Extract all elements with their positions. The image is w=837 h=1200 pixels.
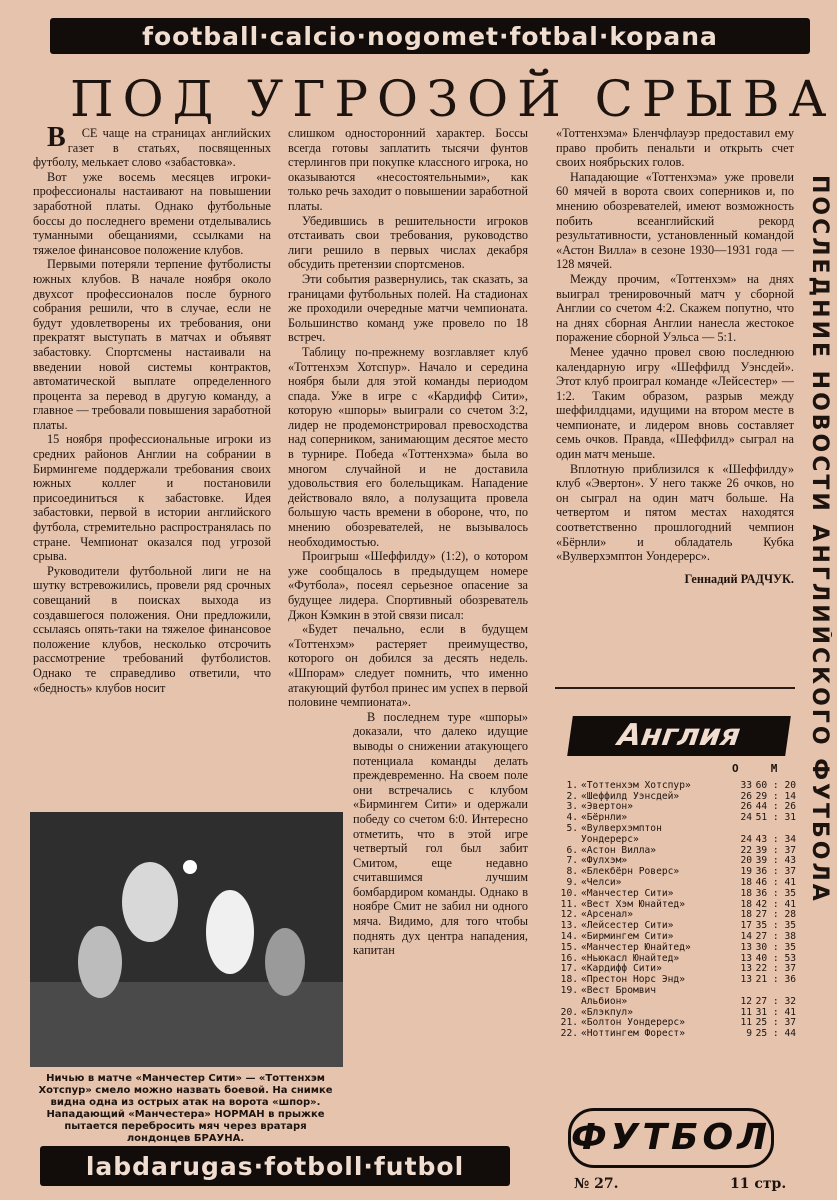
team-name: Альбион» bbox=[581, 995, 628, 1007]
points-header: О bbox=[732, 762, 739, 775]
team-goals: 30 : 35 bbox=[755, 941, 796, 953]
article-column-2 bbox=[288, 126, 528, 1138]
dropcap: В bbox=[47, 126, 66, 153]
team-points: 12 bbox=[740, 995, 752, 1007]
team-name: «Вест Хэм Юнайтед» bbox=[581, 898, 685, 910]
team-name: «Бёрнли» bbox=[581, 812, 628, 824]
team-position: 4. bbox=[566, 812, 578, 824]
team-points: 24 bbox=[740, 833, 752, 845]
team-position: 22. bbox=[560, 1028, 578, 1040]
goals-header: М bbox=[770, 762, 778, 775]
bottom-banner: labdarugas·fotboll·futbol bbox=[40, 1146, 510, 1186]
team-name: «Ньюкасл Юнайтед» bbox=[581, 952, 680, 964]
team-position: 8. bbox=[566, 866, 578, 878]
team-position: 17. bbox=[560, 963, 578, 975]
team-goals: 27 : 32 bbox=[755, 995, 796, 1007]
team-name: «Ноттингем Форест» bbox=[581, 1028, 685, 1040]
team-name: «Болтон Уондерерс» bbox=[581, 1017, 685, 1029]
team-name: «Бирмингем Сити» bbox=[581, 930, 674, 942]
team-name: «Престон Норс Энд» bbox=[581, 974, 685, 986]
paragraph: Вот уже восемь месяцев игроки-профессионалы настаивают на повышении заработной платы. Однако футбольные боссы до последнего времени отделывались туманными обещаниями, ссылками на тяжелое финансовое положение клубов. bbox=[33, 169, 271, 257]
team-position: 21. bbox=[560, 1017, 578, 1029]
standings-header-row bbox=[556, 764, 796, 781]
paragraph: Эти события развернулись, так сказать, за границами футбольных полей. На стадионах же проходили очередные матчи чемпионата. Большинство команд уже провело по 18 встреч. bbox=[288, 271, 528, 345]
paragraph: Таблицу по-прежнему возглавляет клуб «Тоттенхэм Хотспур». Начало и середина ноября были для этой команды периодом спада. Уже в игре с «Кардифф Сити», которую «шпоры» выиграли со счетом 3:2, лидер не продемонстрировал превосходства над соперником, занимающим десятое место в турнире. Победа «Тоттенхэма» была во многом случайной и не доставила удовольствия его болельщикам. Нападение действовало вяло, а полузащита провела большую часть времени в обороне, что, по мнению обозревателей, не вызывалось необходимостью. bbox=[288, 344, 528, 549]
team-name: «Вулверхэмптон bbox=[581, 822, 662, 834]
table-row bbox=[556, 997, 796, 1008]
paragraph: Руководители футбольной лиги не на шутку встревожились, провели ряд срочных совещаний в поисках выхода из создавшегося положения. Они предложили, ссылаясь опять-таки на тяжелое финансовое положение клубов, несколько отсрочить рассмотрение требований футболистов. Однако те справедливо ответили, что «бедность» клубов носит bbox=[33, 563, 271, 695]
team-position: 10. bbox=[560, 887, 578, 899]
divider bbox=[555, 687, 795, 689]
standings-body bbox=[556, 781, 796, 1040]
paragraph: Первыми потеряли терпение футболисты южных клубов. В начале ноября около двухсот профессионалов после бурного собрания решили, что в случае, если не будут удовлетворены их требования, они прекратят выступать в матчах и объявят забастовку. Спортсмены настаивали на введении новой системы контрактов, автоматической выплате определенного процента за перевод в другую команду, а главное — требовали повышения заработной платы. bbox=[33, 257, 271, 432]
paragraph: СЕ чаще на страницах английских газет в статьях, посвященных футболу, мелькает слово «забастовка». bbox=[33, 126, 271, 170]
team-goals: 29 : 14 bbox=[755, 790, 796, 802]
team-name: Уондерерс» bbox=[581, 833, 639, 845]
team-position: 2. bbox=[566, 790, 578, 802]
team-goals: 42 : 41 bbox=[755, 898, 796, 910]
team-name: «Блекбёрн Роверс» bbox=[581, 866, 680, 878]
team-position: 1. bbox=[566, 779, 578, 791]
magazine-logo: ФУТБОЛ bbox=[568, 1108, 774, 1168]
team-name: «Арсенал» bbox=[581, 909, 633, 921]
team-name: «Манчестер Сити» bbox=[581, 887, 674, 899]
vertical-section-title: ПОСЛЕДНИЕ НОВОСТИ АНГЛИЙСКОГО ФУТБОЛА bbox=[807, 175, 832, 904]
team-position: 13. bbox=[560, 920, 578, 932]
team-goals: 22 : 37 bbox=[755, 963, 796, 975]
team-points: 24 bbox=[740, 812, 752, 824]
author: Геннадий РАДЧУК. bbox=[684, 571, 794, 586]
paragraph: Между прочим, «Тоттенхэм» на днях выиграл тренировочный матч у сборной Англии со счетом 4:2. Скажем попутно, что на днях сборная Англии нанесла жестокое поражение сборной Уэльса — 5:1. bbox=[556, 271, 794, 345]
team-goals: 21 : 36 bbox=[755, 974, 796, 986]
team-name: «Челси» bbox=[581, 876, 622, 888]
team-name: «Шеффилд Уэнсдей» bbox=[581, 790, 680, 802]
team-points: 17 bbox=[740, 920, 752, 932]
table-row bbox=[556, 835, 796, 846]
team-position: 20. bbox=[560, 1006, 578, 1018]
team-goals: 60 : 20 bbox=[755, 779, 796, 791]
paragraph: Менее удачно провел свою последнюю календарную игру «Шеффилд Уэнсдей». Этот клуб проиграл команде «Лейсестер» — 1:2. Таким образом, разрыв между шеффилдцами, идущими на втором месте в чемпионате, и лидером вновь составляет семь очков. Правда, «Шеффилд» сыграл на один матч меньше. bbox=[556, 344, 794, 462]
team-position: 3. bbox=[566, 801, 578, 813]
paragraph: слишком односторонний характер. Боссы всегда готовы заплатить тысячи фунтов стерлингов при покупке классного игрока, но оказываются «несостоятельными», как только речь заходит о повышении заработной платы. bbox=[288, 126, 528, 213]
team-position: 6. bbox=[566, 844, 578, 856]
team-points: 11 bbox=[740, 1006, 752, 1018]
team-goals: 51 : 31 bbox=[755, 812, 796, 824]
team-position bbox=[556, 835, 581, 846]
team-points: 18 bbox=[740, 876, 752, 888]
team-points: 26 bbox=[740, 801, 752, 813]
team-position: 18. bbox=[560, 974, 578, 986]
photo-caption: Ничью в матче «Манчестер Сити» — «Тоттенхэм Хотспур» смело можно назвать боевой. На снимке видна одна из острых атак на ворота «шпор». Нападающий «Манчестера» НОРМАН в прыжке пытается перебросить мяч через вратаря лондонцев БРАУНА. bbox=[38, 1073, 333, 1144]
team-goals: 35 : 35 bbox=[755, 920, 796, 932]
team-position: 11. bbox=[560, 898, 578, 910]
team-points: 18 bbox=[740, 887, 752, 899]
team-points: 13 bbox=[740, 963, 752, 975]
team-name: «Манчестер Юнайтед» bbox=[581, 941, 691, 953]
team-position: 14. bbox=[560, 930, 578, 942]
paragraph: 15 ноября профессиональные игроки из средних районов Англии на собрании в Бирмингеме поддержали требования своих южных коллег и постановили присоединиться к забастовке. Идея забастовки, первой в истории английского футбола, стремительно распространялась по стране. Чемпионат оказался под угрозой срыва. bbox=[33, 432, 271, 564]
team-points: 18 bbox=[740, 898, 752, 910]
team-name: «Астон Вилла» bbox=[581, 844, 657, 856]
team-points: 18 bbox=[740, 909, 752, 921]
team-name: «Фулхэм» bbox=[581, 855, 628, 867]
paragraph: «Тоттенхэма» Бленчфлауэр предоставил ему право пробить пенальти и открыть счет своих ноябрьских голов. bbox=[556, 126, 794, 170]
issue-number: № 27. bbox=[574, 1176, 619, 1192]
team-points: 19 bbox=[740, 866, 752, 878]
team-position bbox=[556, 997, 581, 1008]
team-goals: 25 : 37 bbox=[755, 1017, 796, 1029]
team-goals: 39 : 43 bbox=[755, 855, 796, 867]
team-position: 16. bbox=[560, 952, 578, 964]
team-points: 13 bbox=[740, 952, 752, 964]
team-points: 9 bbox=[746, 1028, 752, 1040]
paragraph: Вплотную приблизился к «Шеффилду» клуб «Эвертон». У него также 26 очков, но он сыграл на один матч больше. На четвертом и пятом местах находятся соответственно прошлогодний чемпион «Бёрнли» и обладатель Кубка «Вулверхэмптон Уондерерс». bbox=[556, 461, 794, 564]
team-points: 20 bbox=[740, 855, 752, 867]
team-goals: 31 : 41 bbox=[755, 1006, 796, 1018]
team-goals: 25 : 44 bbox=[755, 1028, 796, 1040]
standings-table bbox=[556, 764, 796, 1040]
team-goals: 40 : 53 bbox=[755, 952, 796, 964]
team-points: 26 bbox=[740, 790, 752, 802]
team-name: «Лейсестер Сити» bbox=[581, 920, 674, 932]
paragraph: Нападающие «Тоттенхэма» уже провели 60 мячей в ворота своих соперников и, по мнению обозревателей, имеют возможность побить всеанглийский рекорд результативности, установленный командой «Астон Вилла» в сезоне 1930—1931 года — 128 мячей. bbox=[556, 169, 794, 272]
headline: ПОД УГРОЗОЙ СРЫВА bbox=[70, 70, 836, 128]
team-name: «Тоттенхэм Хотспур» bbox=[581, 779, 691, 791]
team-goals: 36 : 37 bbox=[755, 866, 796, 878]
page-number: 11 стр. bbox=[730, 1176, 787, 1192]
team-position: 9. bbox=[566, 876, 578, 888]
article-column-1 bbox=[33, 126, 271, 806]
table-row bbox=[556, 889, 796, 900]
team-points: 14 bbox=[740, 930, 752, 942]
team-points: 22 bbox=[740, 844, 752, 856]
team-position: 12. bbox=[560, 909, 578, 921]
standings-title: Англия bbox=[567, 716, 791, 756]
team-goals: 39 : 37 bbox=[755, 844, 796, 856]
team-name: «Вест Бромвич bbox=[581, 984, 657, 996]
team-goals: 43 : 34 bbox=[755, 833, 796, 845]
team-points: 13 bbox=[740, 974, 752, 986]
team-position: 5. bbox=[566, 822, 578, 834]
team-name: «Кардифф Сити» bbox=[581, 963, 662, 975]
team-goals: 46 : 41 bbox=[755, 876, 796, 888]
team-position: 7. bbox=[566, 855, 578, 867]
top-banner: football·calcio·nogomet·fotbal·kopana bbox=[50, 18, 810, 54]
team-goals: 36 : 35 bbox=[755, 887, 796, 899]
team-name: «Эвертон» bbox=[581, 801, 633, 813]
team-goals: 27 : 38 bbox=[755, 930, 796, 942]
team-points: 11 bbox=[740, 1017, 752, 1029]
team-goals: 44 : 26 bbox=[755, 801, 796, 813]
table-row bbox=[556, 781, 796, 792]
table-row bbox=[556, 1029, 796, 1040]
team-goals: 27 : 28 bbox=[755, 909, 796, 921]
team-position: 19. bbox=[560, 984, 578, 996]
team-name: «Блэкпул» bbox=[581, 1006, 633, 1018]
paragraph: Проигрыш «Шеффилду» (1:2), о котором уже сообщалось в предыдущем номере «Футбола», посеял серьезное опасение за будущее лидера. Спортивный обозреватель Джон Кэмкин в этой связи писал: bbox=[288, 549, 528, 622]
paragraph: В последнем туре «шпоры» доказали, что далеко идущие выводы о снижении атакующего потенциала команды делать преждевременно. На своем поле они встречались с клубом «Бирмингем Сити» и одержали победу со счетом 6:0. Интересно отметить, что в этой игре четвертый гол был забит Смитом, еще недавно считавшимся лучшим бомбардиром команды. Однако в ноябре Смит не забил ни одного мяча. Видимо, для того чтобы поднять дух центра нападения, капитан bbox=[353, 709, 528, 958]
team-points: 13 bbox=[740, 941, 752, 953]
team-position: 15. bbox=[560, 941, 578, 953]
table-row bbox=[556, 943, 796, 954]
team-points: 33 bbox=[740, 779, 752, 791]
article-column-3 bbox=[556, 126, 794, 681]
paragraph: «Будет печально, если в будущем «Тоттенхэм» растеряет преимущество, которого он добился за десять недель. «Шпорам» следует помнить, что именно атакующий футбол принес им успех в первой половине чемпионата». bbox=[288, 622, 528, 710]
paragraph: Убедившись в решительности игроков отстаивать свои требования, руководство лиги решило в первых числах декабря обсудить претензии спортсменов. bbox=[288, 213, 528, 272]
